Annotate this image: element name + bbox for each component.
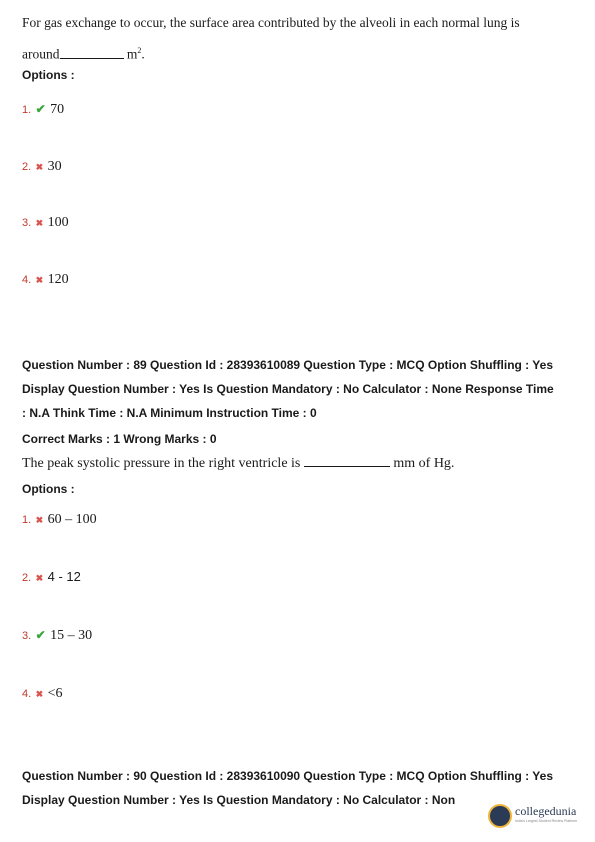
question-89-text-pre: The peak systolic pressure in the right ventricle is <box>22 456 301 471</box>
meta-line: Display Question Number : Yes Is Question Mandatory : No Calculator : None Response Time <box>22 382 554 396</box>
option-value: 30 <box>47 159 62 174</box>
option-row <box>22 100 64 118</box>
question-88-unit-sup: 2 <box>137 46 142 55</box>
checkmark-icon: ✔ <box>35 628 46 642</box>
checkmark-icon: ✔ <box>35 102 46 116</box>
option-number: 3. <box>22 217 32 229</box>
option-number: 4. <box>22 688 32 700</box>
meta-line: Display Question Number : Yes Is Question Mandatory : No Calculator : Non <box>22 793 456 807</box>
question-88-unit: m <box>126 46 138 62</box>
answer-blank <box>60 46 124 59</box>
meta-line: Question Number : 89 Question Id : 28393610089 Question Type : MCQ Option Shuffling : Yes <box>22 358 553 372</box>
question-89-meta <box>22 353 582 425</box>
option-value: 15 – 30 <box>50 628 93 643</box>
cross-icon: ✖ <box>35 275 44 285</box>
meta-line: : N.A Think Time : N.A Minimum Instruction Time : 0 <box>22 406 317 420</box>
option-row <box>22 568 81 586</box>
cross-icon: ✖ <box>35 162 44 172</box>
question-88-text-line1: For gas exchange to occur, the surface area contributed by the alveoli in each normal lung is <box>22 15 520 30</box>
option-number: 1. <box>22 104 32 116</box>
question-88-text-pre: around <box>22 46 60 62</box>
cross-icon: ✖ <box>35 515 44 525</box>
option-row <box>22 626 92 644</box>
logo-name: collegedunia <box>515 804 577 818</box>
collegedunia-logo[interactable] <box>488 800 588 832</box>
option-row <box>22 510 97 528</box>
option-value: 60 – 100 <box>47 512 97 527</box>
question-88-text-line2 <box>22 42 145 64</box>
logo-tagline: India's Largest Student Review Platform <box>515 819 578 823</box>
marks-line: Correct Marks : 1 Wrong Marks : 0 <box>22 432 217 446</box>
option-row <box>22 213 69 231</box>
option-value: 100 <box>47 215 69 230</box>
mascot-icon <box>488 804 512 828</box>
meta-line: Question Number : 90 Question Id : 28393610090 Question Type : MCQ Option Shuffling : Yes <box>22 769 553 783</box>
options-label: Options : <box>22 68 75 82</box>
cross-icon: ✖ <box>35 573 44 583</box>
question-89-text-post: mm of Hg. <box>393 456 455 471</box>
question-89-text <box>22 454 454 472</box>
options-label: Options : <box>22 482 75 496</box>
option-value: 4 - 12 <box>47 569 81 584</box>
option-number: 3. <box>22 630 32 642</box>
option-value: 120 <box>47 272 69 287</box>
option-number: 2. <box>22 161 32 173</box>
option-row <box>22 684 63 702</box>
option-row <box>22 157 62 175</box>
cross-icon: ✖ <box>35 218 44 228</box>
option-value: 70 <box>50 102 65 117</box>
option-row <box>22 270 69 288</box>
option-number: 4. <box>22 274 32 286</box>
question-88-period: . <box>141 46 145 62</box>
answer-blank <box>304 454 390 467</box>
option-number: 2. <box>22 572 32 584</box>
option-number: 1. <box>22 514 32 526</box>
option-value: <6 <box>47 686 63 701</box>
cross-icon: ✖ <box>35 689 44 699</box>
